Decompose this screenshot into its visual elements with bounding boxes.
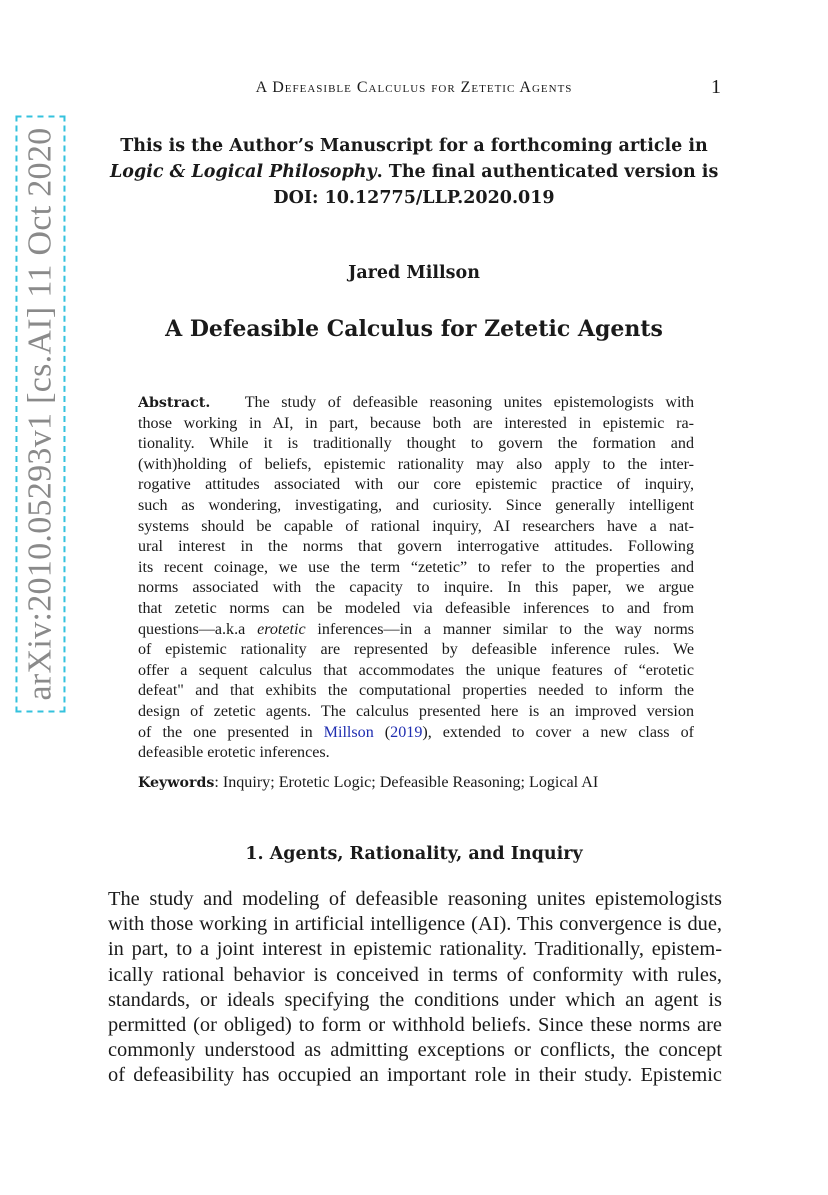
abstract-line: tionality. While it is traditionally thought to govern the formation and xyxy=(138,435,694,453)
abstract-line: questions—a.k.a erotetic inferences—in a manner similar to the way norms xyxy=(138,620,694,638)
erotetic-emphasis: erotetic xyxy=(257,620,306,638)
notice-line-1: This is the Author’s Manuscript for a forthcoming article in xyxy=(120,136,708,156)
abstract-line: of epistemic rationality are represented by defeasible inference rules. We xyxy=(138,641,694,659)
body-line: ically rational behavior is conceived in terms of conformity with rules, xyxy=(108,963,722,986)
abstract-line: rogative attitudes associated with our core epistemic practice of inquiry, xyxy=(138,476,694,494)
citation-year-link[interactable]: 2019 xyxy=(390,723,423,741)
body-line: standards, or ideals specifying the conditions under which an agent is xyxy=(108,988,722,1011)
keywords-label: Keywords xyxy=(138,775,215,791)
manuscript-notice xyxy=(110,133,718,211)
journal-name: Logic & Logical Philosophy xyxy=(110,162,377,182)
body-line: permitted (or obliged) to form or withhold beliefs. Since these norms are xyxy=(108,1013,722,1036)
keywords xyxy=(138,774,694,792)
abstract-line: offer a sequent calculus that accommodates the unique features of “erotetic xyxy=(138,661,694,679)
page-number: 1 xyxy=(711,76,721,98)
notice-line-2 xyxy=(110,159,718,185)
body-line: of defeasibility has occupied an important role in their study. Epistemic xyxy=(108,1064,722,1087)
body-line: The study and modeling of defeasible reasoning unites epistemologists xyxy=(108,888,722,910)
body-line: commonly understood as admitting exceptions or conflicts, the concept xyxy=(108,1039,722,1062)
abstract-line: defeasible erotetic inferences. xyxy=(138,744,330,762)
running-head: A Defeasible Calculus for Zetetic Agents xyxy=(255,79,573,96)
abstract-line: such as wondering, investigating, and curiosity. Since generally intelligent xyxy=(138,496,694,514)
abstract-line: defeat" and that exhibits the computational properties needed to inform the xyxy=(138,682,694,700)
doi-line: DOI: 10.12775/LLP.2020.019 xyxy=(273,188,555,208)
body-line: in part, to a joint interest in epistemic rationality. Traditionally, epistem- xyxy=(108,938,722,961)
abstract-line: ural interest in the norms that govern interrogative attitudes. Following xyxy=(138,538,694,556)
abstract-line: of the one presented in Millson (2019), extended to cover a new class of xyxy=(138,723,694,741)
abstract-line: (with)holding of beliefs, epistemic rationality may also apply to the inter- xyxy=(138,455,694,473)
abstract xyxy=(138,393,694,764)
section-heading: 1. Agents, Rationality, and Inquiry xyxy=(245,844,583,864)
abstract-line: systems should be capable of rational inquiry, AI researchers have a nat- xyxy=(138,517,694,535)
arxiv-identifier-text: arXiv:2010.05293v1 [cs.AI] 11 Oct 2020 xyxy=(15,115,65,712)
abstract-line: those working in AI, in part, because both are interested in epistemic ra- xyxy=(138,414,694,432)
paper-title: A Defeasible Calculus for Zetetic Agents xyxy=(165,316,663,342)
notice-line-2-rest: . The final authenticated version is xyxy=(376,162,719,182)
citation-author-link[interactable]: Millson xyxy=(323,723,374,741)
arxiv-identifier-stamp xyxy=(10,90,70,737)
abstract-line: that zetetic norms can be modeled via defeasible inferences to and from xyxy=(138,599,694,617)
abstract-line: design of zetetic agents. The calculus presented here is an improved version xyxy=(138,702,694,720)
abstract-line: norms associated with the capacity to inquire. In this paper, we argue xyxy=(138,579,694,597)
abstract-line: its recent coinage, we use the term “zetetic” to refer to the properties and xyxy=(138,558,694,576)
body-text xyxy=(108,887,722,1089)
abstract-line: Abstract. The study of defeasible reasoning unites epistemologists with xyxy=(138,394,694,411)
keywords-text: : Inquiry; Erotetic Logic; Defeasible Reasoning; Logical AI xyxy=(214,774,599,791)
author-name: Jared Millson xyxy=(348,263,480,283)
abstract-label: Abstract. xyxy=(138,395,211,411)
body-line: with those working in artificial intelligence (AI). This convergence is due, xyxy=(108,913,722,936)
